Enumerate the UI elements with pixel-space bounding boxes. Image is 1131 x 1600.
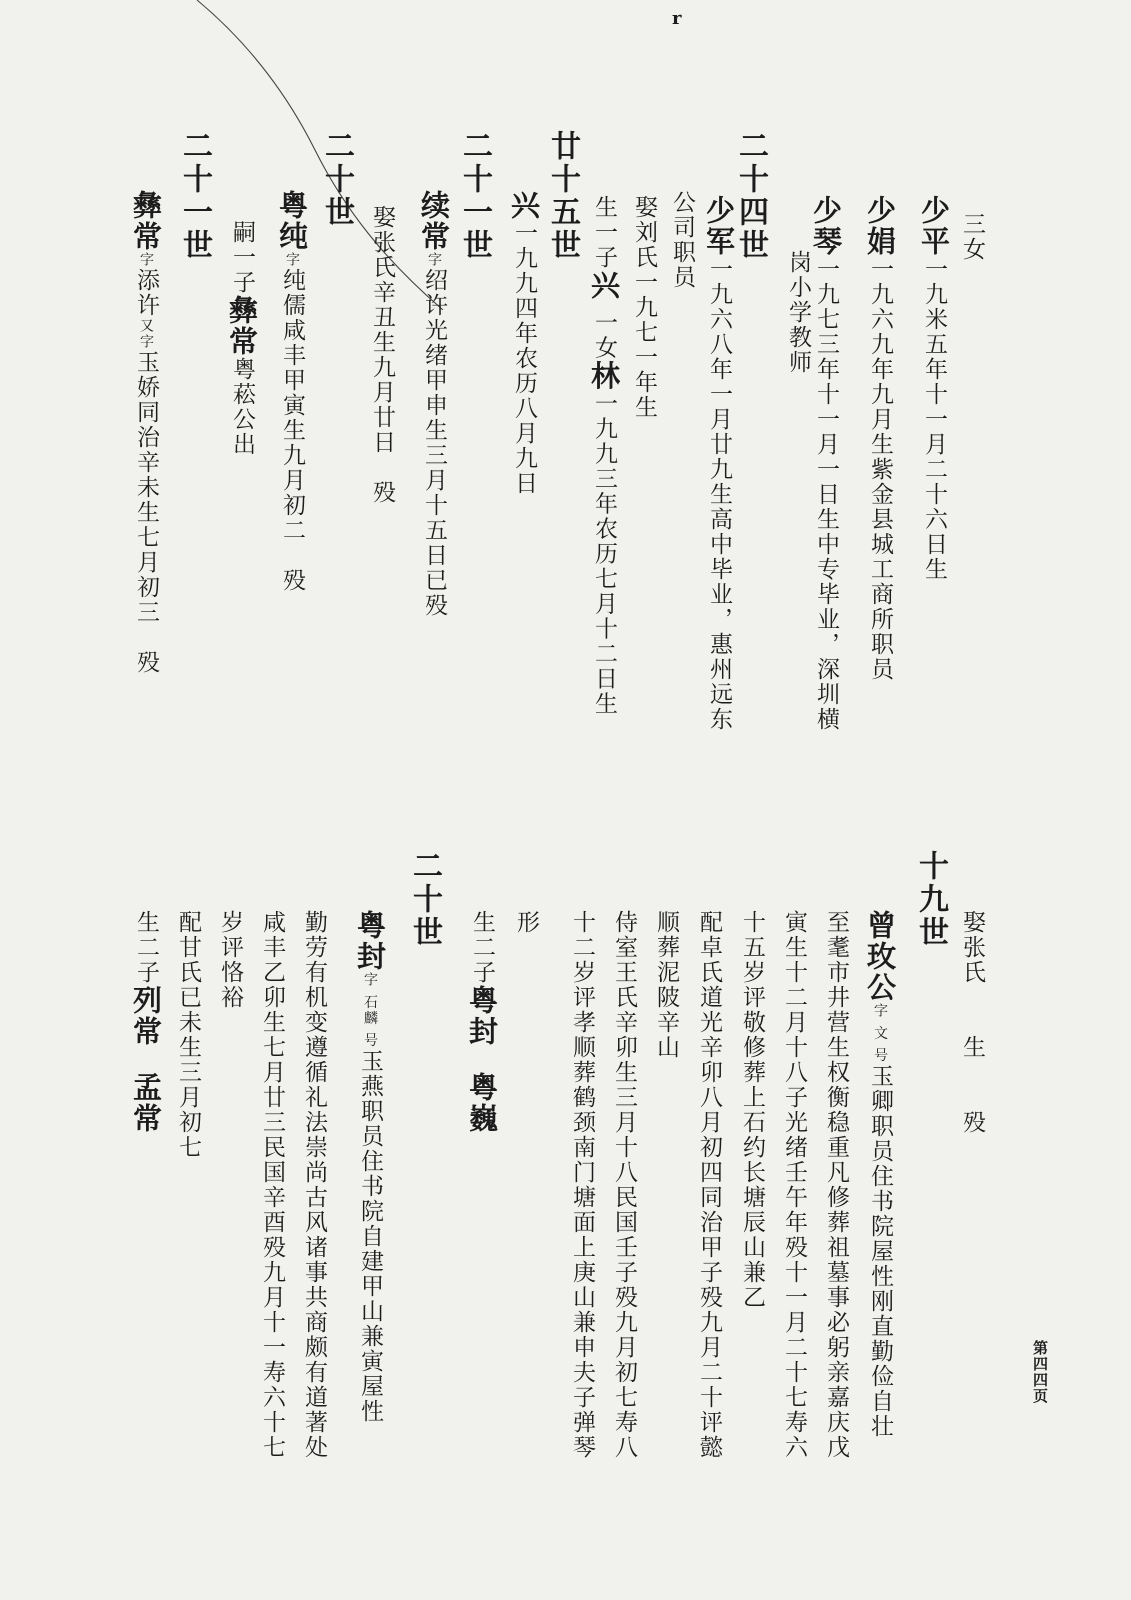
text-col-l19: 生二子列常 孟常 [129,910,163,1134]
text-col-u17: 粤纯字纯儒咸丰甲寅生九月初二 殁 [275,190,309,593]
text-col-u9: 娶刘氏一九七一年生 [631,195,657,420]
text-col-l18: 配甘氏已未生三月初七 [175,910,201,1160]
text-col-u18: 嗣一子彝常粤菘公出 [225,220,259,457]
text-col-l17: 岁评恪裕 [217,910,243,1010]
text-col-u1: 三女 [959,212,985,262]
text-col-l5: 寅生十二月十八子光绪壬午年殁十一月二十七寿六 [781,910,807,1460]
text-col-l1: 娶张氏 生 殁 [959,910,985,1135]
generation-heading: 二十世 [407,850,442,949]
text-col-l11: 形 [513,910,539,935]
text-col-u2: 少平一九米五年十一月二十六日生 [917,195,951,582]
text-col-u7: 少军一九六八年一月廿九生高中毕业，惠州远东 [702,195,736,732]
text-col-l3: 曾玫公字 文 号玉卿职员住书院屋性刚直勤俭自壮 [863,910,897,1439]
page-number: 第四四页 [1031,1340,1049,1404]
text-col-l10: 十二岁评孝顺葬鹤颈南门塘面上庚山兼申夫子弹琴 [569,910,595,1460]
ink-mark: r [672,8,682,29]
text-col-u20: 彝常字添许又字玉娇同治辛未生七月初三 殁 [129,190,163,675]
text-col-l8: 顺葬泥陂辛山 [653,910,679,1060]
text-col-u15: 娶张氏辛丑生九月廿日 殁 [369,205,395,505]
text-col-l15: 勤劳有机变遵循礼法崇尚古风诸事共商颇有道著处 [301,910,327,1460]
generation-heading: 二十四世 [733,130,768,262]
text-col-u12: 兴一九九四年农历八月九日 [507,190,541,496]
text-col-l6: 十五岁评敬修葬上石约长塘辰山兼乙 [739,910,765,1310]
text-col-u10: 生一子兴 一女林一九九三年农历七月十二日生 [587,195,621,717]
text-col-l16: 咸丰乙卯生七月廿三民国辛酉殁九月十一寿六十七 [259,910,285,1460]
generation-heading: 二十一世 [457,130,492,262]
text-col-u4: 少琴一九七三年十一月一日生中专毕业，深圳横 [809,195,843,732]
text-col-l9: 侍室王氏辛卯生三月十八民国壬子殁九月初七寿八 [611,910,637,1460]
text-col-u8: 公司职员 [669,190,695,290]
generation-heading: 廿十五世 [545,130,580,262]
text-col-l14: 粤封字 石麟 号玉燕职员住书院自建甲山兼寅屋性 [353,910,387,1424]
generation-heading: 二十一世 [177,130,212,262]
text-col-l4: 至耄市井营生权衡稳重凡修葬祖墓事必躬亲嘉庆戊 [823,910,849,1460]
generation-heading: 十九世 [913,850,948,949]
text-col-u14: 续常字绍许光绪甲申生三月十五日已殁 [417,190,451,618]
text-col-l7: 配卓氏道光辛卯八月初四同治甲子殁九月二十评懿 [696,910,722,1460]
text-col-l12: 生二子粤封 粤巍 [465,910,499,1134]
generation-heading: 二十世 [319,130,354,229]
text-col-u3: 少娟一九六九年九月生紫金县城工商所职员 [863,195,897,682]
text-col-u5: 岗小学教师 [785,250,811,375]
